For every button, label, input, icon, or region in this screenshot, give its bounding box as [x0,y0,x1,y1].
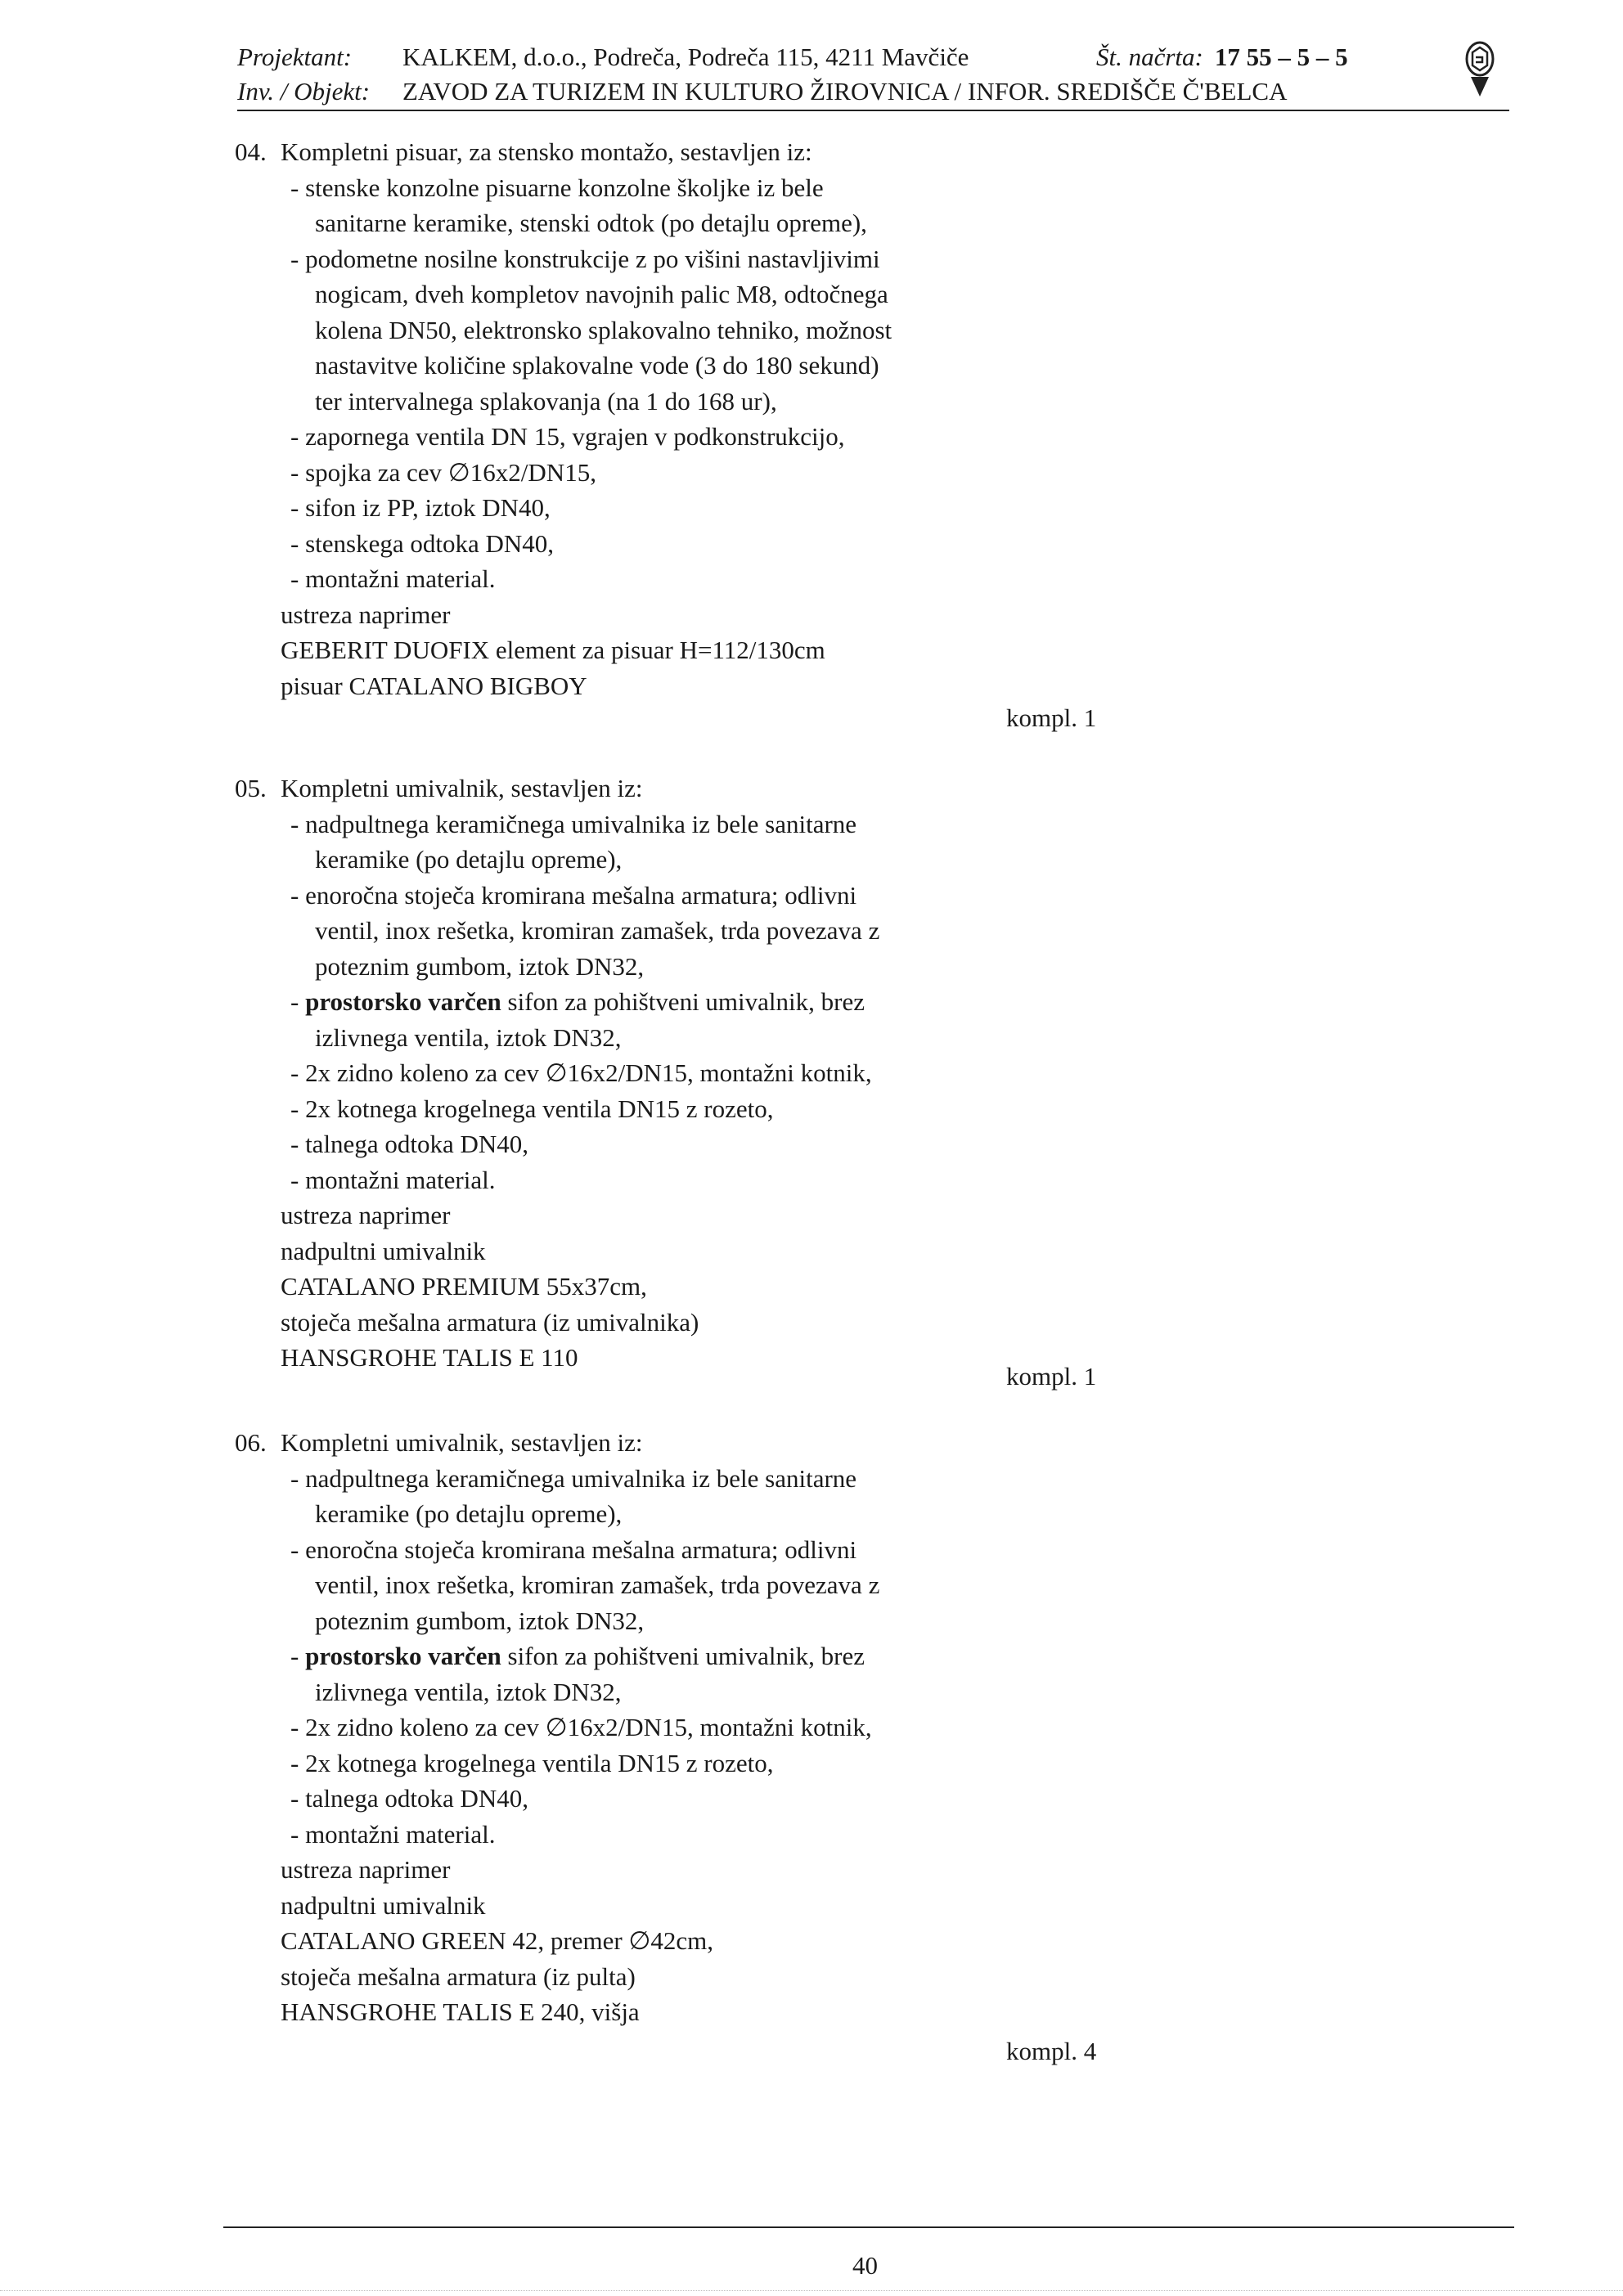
header-objekt-row [237,77,1287,106]
item-line: - stenske konzolne pisuarne konzolne školjke iz bele [290,173,824,202]
scan-edge-divider [0,2290,1623,2291]
item-line: izlivnega ventila, iztok DN32, [315,1022,622,1052]
item-line: nastavitve količine splakovalne vode (3 do 180 sekund) [315,351,879,380]
item-line: nogicam, dveh kompletov navojnih palic M8, odtočnega [315,280,888,308]
item-line: ustreza naprimer [281,1855,451,1884]
objekt-label: Inv. / Objekt: [237,77,371,106]
item-line: - nadpultnega keramičnega umivalnika iz bele sanitarne [290,809,857,838]
item-line: - sifon iz PP, iztok DN40, [290,493,551,522]
item-line-emphasis: - prostorsko varčen sifon za pohištveni umivalnik, brez [290,987,865,1016]
item-line: keramike (po detajlu opreme), [315,1499,623,1528]
item-line: - montažni material. [290,1819,496,1849]
item-line: CATALANO PREMIUM 55x37cm, [281,1272,647,1301]
item-line: - talnega odtoka DN40, [290,1130,528,1158]
item-line: - montažni material. [290,564,496,593]
item-line: ventil, inox rešetka, kromiran zamašek, trda povezava z [315,916,880,945]
item-title: Kompletni umivalnik, sestavljen iz: [281,774,643,802]
item-title: Kompletni umivalnik, sestavljen iz: [281,1428,643,1457]
item-line: HANSGROHE TALIS E 110 [281,1343,578,1372]
company-logo-icon [1464,41,1495,105]
item-line: - 2x zidno koleno za cev ∅16x2/DN15, montažni kotnik, [290,1058,872,1087]
item-line: GEBERIT DUOFIX element za pisuar H=112/130cm [281,636,825,664]
objekt-value: ZAVOD ZA TURIZEM IN KULTURO ŽIROVNICA / INFOR. SREDIŠČE Č'BELCA [402,77,1288,106]
item-description [281,1425,1017,2030]
header-divider [237,110,1509,111]
item-line: ter intervalnega splakovanja (na 1 do 168 ur), [315,386,777,416]
item-line: - spojka za cev ∅16x2/DN15, [290,457,596,487]
item-description [281,771,1017,1376]
item-line: keramike (po detajlu opreme), [315,845,623,874]
emphasis-text: prostorsko varčen [305,1642,501,1670]
item-line: CATALANO GREEN 42, premer ∅42cm, [281,1926,714,1955]
item-line-rest: sifon za pohištveni umivalnik, brez [507,1642,865,1670]
header-nacrt [1096,43,1348,72]
item-line: izlivnega ventila, iztok DN32, [315,1677,622,1706]
item-number: 06. [235,1428,267,1457]
item-line: ustreza naprimer [281,1201,451,1229]
item-line: - talnega odtoka DN40, [290,1784,528,1813]
item-line: - nadpultnega keramičnega umivalnika iz bele sanitarne [290,1463,857,1493]
item-number: 04. [235,137,267,166]
item-number: 05. [235,774,267,802]
item-line: - 2x kotnega krogelnega ventila DN15 z rozeto, [290,1094,774,1123]
item-line: - stenskega odtoka DN40, [290,528,554,558]
nacrt-number: 17 55 – 5 – 5 [1214,43,1348,71]
item-line-rest: sifon za pohištveni umivalnik, brez [507,987,865,1016]
item-line: poteznim gumbom, iztok DN32, [315,1606,645,1635]
item-description [281,134,1017,703]
header-projektant-row [237,43,969,72]
item-line: - montažni material. [290,1165,496,1194]
footer-divider [223,2226,1514,2228]
item-line: stoječa mešalna armatura (iz umivalnika) [281,1307,699,1337]
page-number: 40 [852,2251,878,2280]
projektant-label: Projektant: [237,43,353,71]
item-line: ventil, inox rešetka, kromiran zamašek, trda povezava z [315,1570,880,1599]
item-06-quantity: kompl. 4 [1006,2037,1097,2065]
emphasis-text: prostorsko varčen [305,987,501,1016]
item-title: Kompletni pisuar, za stensko montažo, sestavljen iz: [281,137,812,166]
item-line: HANSGROHE TALIS E 240, višja [281,1997,640,2026]
item-line: pisuar CATALANO BIGBOY [281,671,587,700]
item-line-emphasis: - prostorsko varčen sifon za pohištveni umivalnik, brez [290,1642,865,1670]
item-line: - enoročna stoječa kromirana mešalna armatura; odlivni [290,1534,857,1564]
item-line: kolena DN50, elektronsko splakovalno tehniko, možnost [315,315,892,344]
item-line: - 2x kotnega krogelnega ventila DN15 z rozeto, [290,1748,774,1777]
item-line: nadpultni umivalnik [281,1236,486,1265]
item-line: - 2x zidno koleno za cev ∅16x2/DN15, montažni kotnik, [290,1713,872,1741]
item-line: nadpultni umivalnik [281,1890,486,1920]
item-04-quantity: kompl. 1 [1006,703,1097,732]
item-line: - enoročna stoječa kromirana mešalna armatura; odlivni [290,880,857,910]
item-05-quantity: kompl. 1 [1006,1362,1097,1391]
item-line: stoječa mešalna armatura (iz pulta) [281,1961,636,1991]
item-line: ustreza naprimer [281,600,451,629]
item-line: poteznim gumbom, iztok DN32, [315,951,645,981]
projektant-value: KALKEM, d.o.o., Podreča, Podreča 115, 4211 Mavčiče [402,43,969,71]
item-line: - zapornega ventila DN 15, vgrajen v podkonstrukcijo, [290,422,845,451]
item-line: - podometne nosilne konstrukcije z po višini nastavljivimi [290,244,880,273]
item-line: sanitarne keramike, stenski odtok (po detajlu opreme), [315,209,867,237]
nacrt-label: Št. načrta: [1096,43,1203,71]
